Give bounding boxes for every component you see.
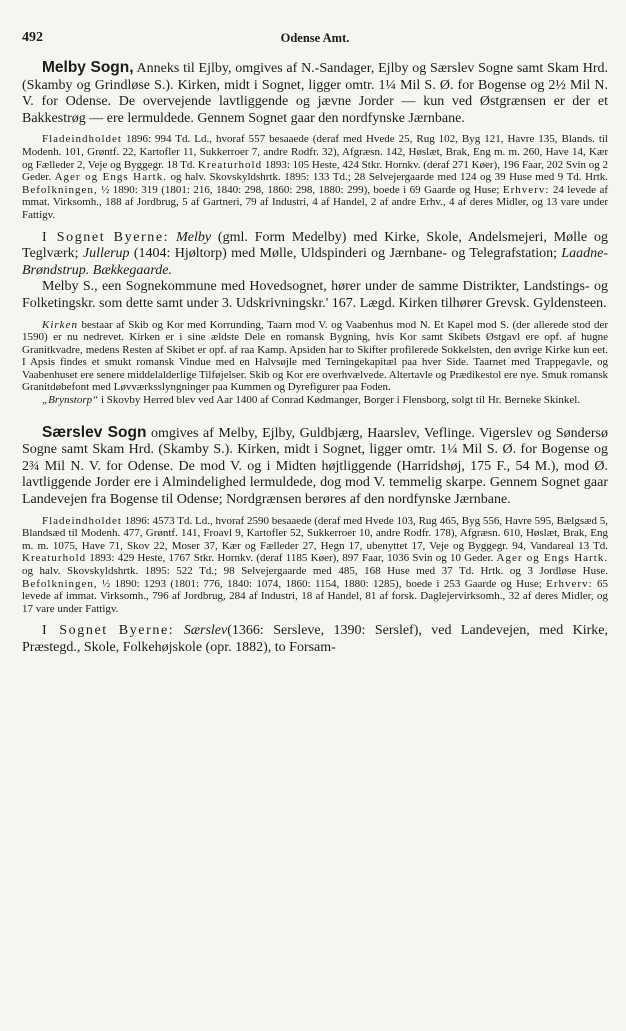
saerslev-heading: Særslev Sogn — [42, 423, 147, 441]
melby-statistics: Fladeindholdet 1896: 994 Td. Ld., hvoraf 557 besaaede (deraf med Hvede 25, Rug 102, Byg 121, Havre 135, Blands. til Modenh. 101, Grøntf. 22, Kartofler 11, Sukkerroer 7, andre Rodfr. 32), Afgræsn. 142, Høslæt, Brak, Eng m. m. 260, Have 14, Kær og Fælleder 2, Veje og Byggegr. 18 Td. Kreaturhold 1893: 105 Heste, 424 Stkr. Hornkv. (deraf 271 Køer), 196 Faar, 202 Svin og 2 Geder. Ager og Engs Hartk. og halv. Skovskyldshrtk. 1895: 133 Td.; 28 Selvejergaarde med 124 og 39 Huse med 9 Td. Hrtk. Befolkningen, ½ 1890: 319 (1801: 216, 1840: 298, 1860: 298, 1880: 299), boede i 69 Gaarde og Huse; Erhverv: 24 levede af mmat. Virksomh., 188 af Jordbrug, 5 af Gartneri, 79 af Industri, 4 af Handel, 2 af andre Erhv., 4 af deres Midler, og 13 vare under Fattigv. — [22, 133, 609, 221]
running-head: Odense Amt. — [280, 31, 350, 45]
melby-administration: Melby S., een Sognekommune med Hovedsognet, hører under de samme Distrikter, Landstings- og Folketingskr. som dette samt under 3. Udskrivningskr.' 167. Lægd. Kirken tilhører Grevsk. Gyldensteen. — [22, 279, 608, 311]
saerslev-villages: I Sognet Byerne: Særslev(1366: Sersleve, 1390: Serslef), ved Landevejen, med Kirke, Præstegd., Skole, Folkehøjskole (opr. 1882), to Forsam- — [22, 623, 608, 655]
melby-intro: Melby Sogn, Anneks til Ejlby, omgives af N.-Sandager, Ejlby og Særslev Sogne samt Skam Hrd. (Skamby og Grindløse S.). Kirken, midt i Sognet, ligger omtr. 1¼ Mil S. Ø. for Bogense og 2½ Mil N. V. for Odense. De overvejende lavtliggende og jævne Jorder — kun ved Østgrænsen er der et Bakkestrøg — ere lermuldede. Gennem Sognet gaar den nordfynske Jærnbane. — [22, 59, 608, 126]
melby-section — [22, 60, 608, 407]
page-header — [22, 30, 608, 52]
melby-villages: I Sognet Byerne: Melby (gml. Form Medelby) med Kirke, Skole, Andelsmejeri, Mølle og Teglværk; Jullerup (1404: Hjøltorp) med Mølle, Uldspinderi og Jærnbane- og Telegrafstation; Laadne-Brøndstrup. Bækkegaarde. — [22, 229, 609, 278]
melby-heading: Melby Sogn, — [42, 59, 134, 76]
document-page — [22, 30, 608, 657]
melby-brynstorp: „Brynstorp“ i Skovby Herred blev ved Aar 1400 af Conrad Kødmanger, Borger i Flensborg, solgt til Hr. Berneke Skinkel. — [42, 394, 581, 407]
saerslev-section — [22, 425, 608, 657]
saerslev-statistics: Fladeindholdet 1896: 4573 Td. Ld., hvoraf 2590 besaaede (deraf med Hvede 103, Rug 465, Byg 556, Havre 595, Bælgsæd 5, Blandsæd til Modenh. 477, Grøntf. 141, Froavl 9, Kartofler 52, Sukkerroer 10, andre Rodfr. 178), Afgræsn. 610, Høslæt, Brak, Eng m. m. 1075, Have 71, Skov 22, Moser 37, Kær og Fælleder 27, Hegn 17, ubenyttet 17, Veje og Byggegr. 94, Vandareal 13 Td. Kreaturhold 1893: 429 Heste, 1767 Stkr. Hornkv. (deraf 1185 Køer), 897 Faar, 1036 Svin og 10 Geder. Ager og Engs Hartk. og halv. Skovskyldshrtk. 1895: 522 Td.; 98 Selvejergaarde med 485, 168 Huse med 37 Td. Hrtk. og 3 Jordløse Huse. Befolkningen, ½ 1890: 1293 (1801: 776, 1840: 1074, 1860: 1154, 1880: 1285), boede i 253 Gaarde og Huse; Erhverv: 65 levede af immat. Virksomh., 796 af Jordbrug, 284 af Industri, 18 af Handel, 81 af forsk. Daglejervirksomh., 32 af deres Midler, og 17 vare under Fattigv. — [22, 514, 609, 615]
melby-church: Kirken bestaar af Skib og Kor med Korrunding, Taarn mod V. og Vaabenhus mod N. Et Kapel mod S. (der allerede stod der 1590) er nu nedrevet. Kirken er i sine ældste Dele en romansk Bygning, hvis Kor samt Skibets Østgavl ere opf. af hugne Granitkvadre, medens Resten af Skibet er opf. af raa Kamp. Apsiden har to Skifter profilerede Sokkelsten, den øvrige Kirke kun eet. I Apsis findes et smukt romansk Vindue med en Halvsøjle med Terningekapitæl paa hver Side. Taarnet med Trappegavle, og Vaabenhuset ere senere middelalderlige Tilføjelser. Skib og Kor ere overhvælvede. Altertavle og Prædikestol ere nye. Smuk romansk Granitdøbefont med Løvværksslyngninger paa Kummen og Dyrefigurer paa Foden. — [22, 318, 608, 394]
saerslev-intro: Særslev Sogn omgives af Melby, Ejlby, Guldbjærg, Haarslev, Veflinge. Vigerslev og Søndersø Sogne samt Skam Hrd. (Skamby S.). Kirken, midt i Sognet, ligger omtr. 1¼ Mil S. Ø. for Bogense og 2¾ Mil N. V. for Odense. De mod V. og i Midten højtliggende (Harridshøj, 175 F., 54 M.), mod Ø. lavtliggende Jorder ere i Almindelighed lermuldede, dog mod V. temmelig skarpe. Gennem Sognet gaar Landevejen fra Bogense til Odense; Nordgrænsen berøres af den nordfynske Jærnbane. — [22, 423, 609, 508]
page-number: 492 — [22, 30, 43, 45]
